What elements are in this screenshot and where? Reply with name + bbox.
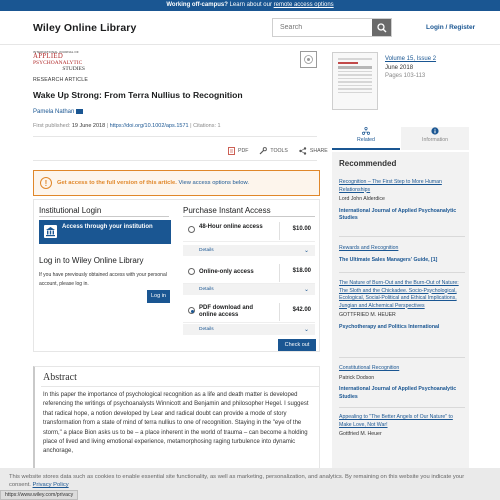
issue-date: June 2018 — [385, 64, 414, 71]
option-details-toggle[interactable] — [183, 245, 315, 256]
option-price: $18.00 — [292, 268, 311, 274]
divider — [339, 357, 465, 358]
search-button[interactable] — [372, 19, 391, 36]
recommended-journal[interactable]: Psychotherapy and Politics International — [339, 323, 440, 330]
recommended-title[interactable]: Rewards and Recognition — [339, 245, 399, 251]
related-icon — [362, 127, 370, 135]
divider — [33, 160, 317, 161]
recommended-item — [339, 179, 465, 223]
recommended-author: Patrick Dodson — [339, 374, 375, 381]
privacy-policy-link[interactable]: Privacy Policy — [32, 482, 69, 488]
divider — [39, 216, 169, 217]
first-published-label: First published: — [33, 123, 71, 129]
details-label: Details — [199, 248, 214, 253]
recommended-title[interactable]: Appealing to "The Better Angels of Our Nature" to Make Love, Not War! — [339, 414, 453, 428]
recommended-author: Gottfried M. Heuer — [339, 431, 382, 437]
divider — [183, 216, 315, 217]
article-type: RESEARCH ARTICLE — [33, 77, 88, 83]
access-banner-bold: Get access to the full version of this article. — [57, 180, 177, 186]
remote-access-bold: Working off-campus? — [166, 2, 228, 8]
recommended-panel — [332, 152, 469, 482]
remote-access-link[interactable]: remote access options — [273, 2, 334, 8]
option-details-toggle[interactable] — [183, 284, 315, 295]
option-label: 48-Hour online access — [199, 224, 263, 230]
sidebar — [332, 120, 469, 480]
login-register-link[interactable]: Login / Register — [426, 24, 476, 31]
meta-separator: | — [106, 123, 109, 129]
recommended-item — [339, 245, 465, 264]
option-label: PDF download and online access — [199, 305, 253, 318]
share-icon — [299, 147, 307, 155]
author-name[interactable]: Pamela Nathan — [33, 109, 75, 116]
journal-logo-line3: PSYCHOANALYTIC — [33, 60, 83, 66]
pdf-button[interactable] — [228, 147, 248, 155]
volume-issue-link[interactable]: Volume 15, Issue 2 — [385, 56, 437, 62]
journal-logo-line4: STUDIES — [62, 66, 85, 72]
divider — [33, 136, 317, 137]
details-label: Details — [199, 287, 214, 292]
abstract-section — [33, 366, 320, 476]
status-bar-url: https://www.wiley.com/privacy — [0, 490, 78, 500]
recommended-item — [339, 365, 465, 401]
institutional-login-heading: Institutional Login — [39, 206, 102, 215]
share-button[interactable] — [299, 147, 328, 155]
article-title: Wake Up Strong: From Terra Nullius to Recognition — [33, 90, 243, 100]
access-panel — [33, 199, 320, 352]
info-icon — [431, 127, 439, 135]
remote-access-text: Learn about our — [229, 2, 272, 8]
purchase-heading: Purchase Instant Access — [183, 206, 271, 215]
tab-information-label: Information — [422, 137, 448, 143]
tools-button[interactable] — [259, 147, 288, 155]
login-text: If you have previously obtained access with your personal account, please log in. — [39, 272, 167, 287]
institution-access-label: Access through your institution — [62, 224, 153, 230]
recommended-journal[interactable]: International Journal of Applied Psychoanalytic Studies — [339, 386, 457, 400]
share-label: SHARE — [309, 148, 328, 154]
chevron-down-icon: ⌄ — [303, 248, 309, 254]
chevron-down-icon: ⌄ — [303, 327, 309, 333]
pdf-label: PDF — [238, 148, 249, 154]
option-price: $10.00 — [292, 226, 311, 232]
journal-emblem-icon — [300, 51, 317, 68]
first-published-date: 19 June 2018 — [71, 123, 106, 129]
journal-logo-line2: APPLIED — [33, 53, 64, 60]
option-label: Online-only access — [199, 269, 254, 275]
purchase-option[interactable] — [183, 301, 315, 323]
divider — [339, 272, 465, 273]
access-banner-text — [57, 180, 249, 186]
tab-information[interactable] — [401, 127, 469, 150]
institution-access-button[interactable] — [39, 220, 171, 244]
meta-separator: | — [190, 123, 192, 129]
author[interactable] — [33, 109, 83, 115]
divider — [41, 386, 319, 387]
site-header — [0, 11, 500, 45]
recommended-heading: Recommended — [339, 159, 397, 168]
tab-related-label: Related — [357, 137, 375, 143]
recommended-author: GOTTFRIED M. HEUER — [339, 312, 396, 318]
issue-info — [385, 55, 436, 81]
journal-logo[interactable] — [33, 50, 93, 72]
access-banner — [33, 170, 320, 196]
recommended-author: Lord John Alderdice — [339, 196, 385, 202]
option-radio[interactable] — [188, 268, 195, 275]
recommended-item — [339, 414, 465, 439]
search-box — [272, 18, 392, 37]
divider — [339, 407, 465, 408]
email-icon[interactable] — [76, 109, 83, 114]
citations-count[interactable]: Citations: 1 — [193, 123, 221, 129]
journal-cover-image[interactable] — [332, 52, 378, 110]
tab-related[interactable] — [332, 127, 400, 150]
issue-pages: Pages 103-113 — [385, 73, 426, 79]
abstract-heading: Abstract — [43, 372, 77, 383]
option-price: $42.00 — [292, 307, 311, 313]
pdf-icon — [228, 147, 235, 155]
purchase-option[interactable] — [183, 262, 315, 284]
article-tools — [228, 147, 328, 155]
doi-link[interactable]: https://doi.org/10.1002/aps.1571 — [109, 123, 189, 129]
recommended-title[interactable]: Constitutional Recognition — [339, 365, 400, 371]
cookie-text — [9, 473, 485, 489]
chevron-down-icon: ⌄ — [303, 287, 309, 293]
details-label: Details — [199, 327, 214, 332]
alert-icon: ! — [40, 177, 52, 189]
recommended-journal[interactable]: International Journal of Applied Psychoanalytic Studies — [339, 207, 457, 221]
access-options-link[interactable]: View access options below. — [178, 180, 249, 186]
search-input[interactable] — [273, 19, 373, 36]
checkout-button[interactable]: Check out — [278, 339, 316, 351]
recommended-title[interactable]: The Nature of Burn-Out and the Burn-Out of Nature: The Sloth and the Chickadee. Socio-Psychological, Ecological, Social-Political and Ethical Implications, Jungian and Alchemical Perspectives — [339, 280, 459, 309]
option-details-toggle[interactable] — [183, 324, 315, 335]
recommended-title[interactable]: Recognition – The First Step to More Human Relationships — [339, 179, 442, 193]
option-radio[interactable] — [188, 226, 195, 233]
login-heading: Log in to Wiley Online Library — [39, 256, 144, 265]
purchase-option[interactable] — [183, 220, 315, 242]
abstract-text: In this paper the importance of psychological recognition as a life and death matter is developed referencing the writings of psychoanalysts Winnicott and Benjamin and philosopher Hegel. I suggest that radical hope, a notion developed by Lear and radical doubt can provide a mode of story transformation from a state of mind of terra nullius to one of recognition. Staying in the "eye of the storm," a place Bion asks us to be – a place inherent in the world of trauma – can become a holding place of lived and living emotional experience, metamorphosing raging turbulence into dynamic anchorage, — [43, 392, 309, 455]
divider — [339, 236, 465, 237]
search-icon — [377, 23, 387, 33]
remote-access-bar — [0, 0, 500, 11]
publication-meta — [33, 123, 221, 129]
tools-label: TOOLS — [270, 148, 288, 154]
wrench-icon — [259, 147, 267, 155]
login-button[interactable]: Log in — [147, 290, 170, 303]
recommended-item — [339, 280, 465, 331]
journal-logo-line1: INTERNATIONAL JOURNAL OF — [33, 50, 79, 54]
institution-icon — [44, 225, 57, 238]
cookie-message: This website stores data such as cookies to enable essential site functionality, as well as marketing, personalization, and analytics. By remaining on this website you indicate your consent. — [9, 474, 465, 488]
recommended-journal[interactable]: The Ultimate Sales Managers' Guide, [1] — [339, 256, 438, 263]
wiley-logo[interactable]: Wiley Online Library — [33, 22, 137, 34]
option-radio[interactable] — [188, 307, 195, 314]
